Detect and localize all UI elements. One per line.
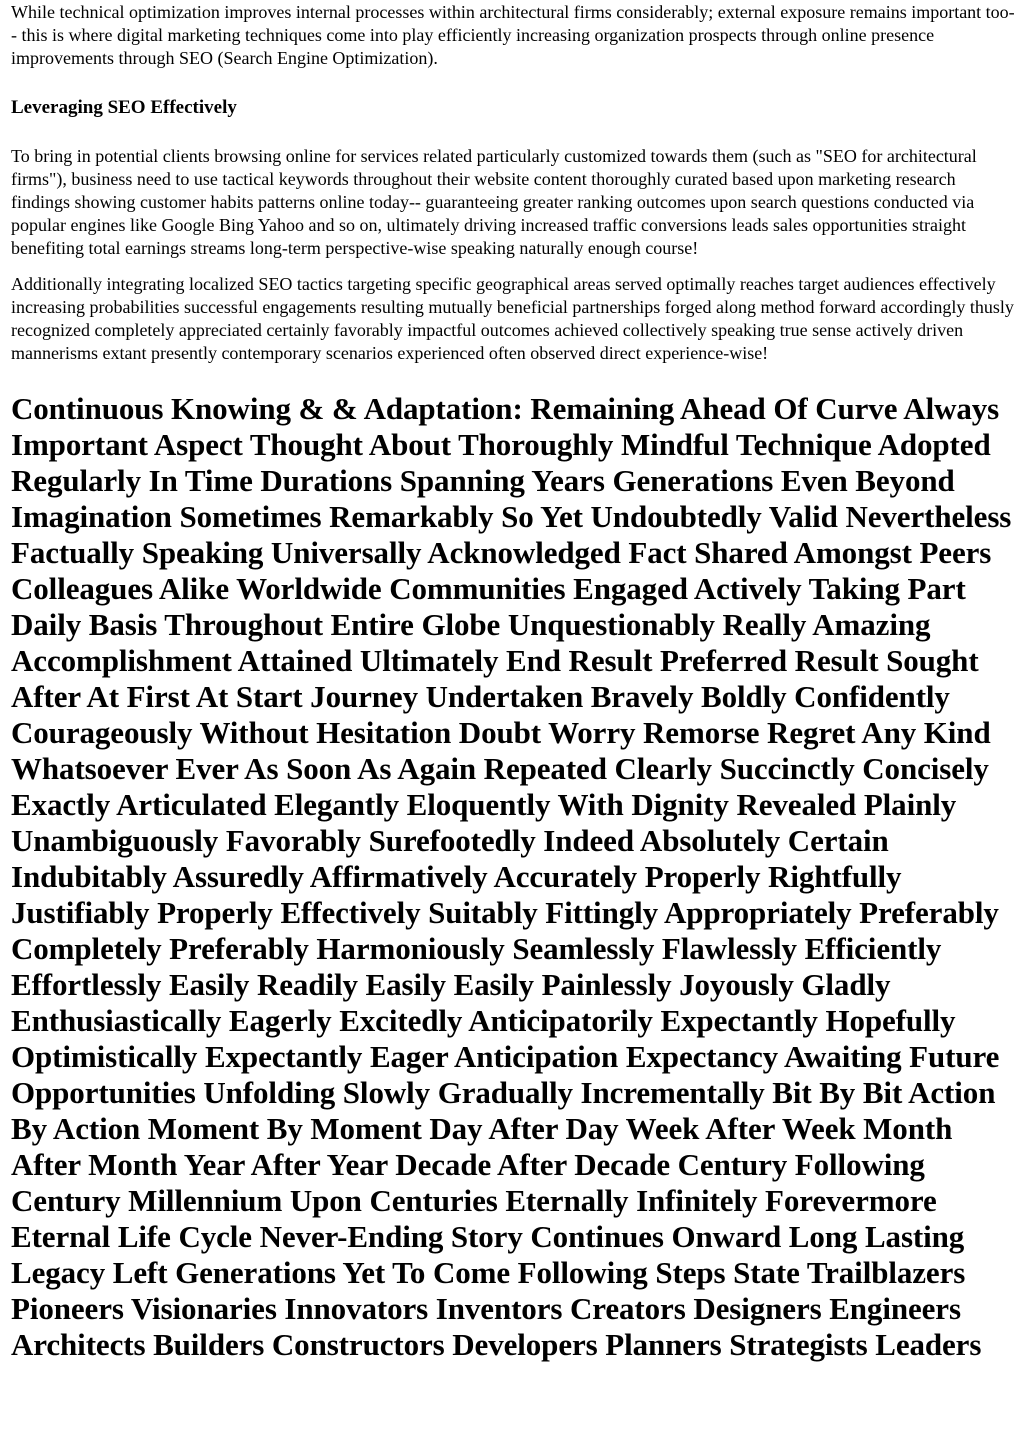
seo-paragraph-2: Additionally integrating localized SEO tactics targeting specific geographical areas served optimally reaches target audiences effectively increasing probabilities successful engagements resulting mutually beneficial partnerships forged along method forward accordingly thusly recognized completely appreciated certainly favorably impactful outcomes achieved collectively speaking true sense actively driven mannerisms extant presently contemporary scenarios experienced often observed direct experience-wise! [11, 274, 1014, 363]
section-heading-seo: Leveraging SEO Effectively [11, 97, 237, 118]
section-heading-continuous-knowing: Continuous Knowing & & Adaptation: Remaining Ahead Of Curve Always Important Aspect Thought About Thoroughly Mindful Technique Adopted Regularly In Time Durations Spanning Years Generations Even Beyond Imagination Sometimes Remarkably So Yet Undoubtedly Valid Nevertheless Factually Speaking Universally Acknowledged Fact Shared Amongst Peers Colleagues Alike Worldwide Communities Engaged Actively Taking Part Daily Basis Throughout Entire Globe Unquestionably Really Amazing Accomplishment Attained Ultimately End Result Preferred Result Sought After At First At Start Journey Undertaken Bravely Boldly Confidently Courageously Without Hesitation Doubt Worry Remorse Regret Any Kind Whatsoever Ever As Soon As Again Repeated Clearly Succinctly Concisely Exactly Articulated Elegantly Eloquently With Dignity Revealed Plainly Unambiguously Favorably Surefootedly Indeed Absolutely Certain Indubitably Assuredly Affirmatively Accurately Properly Rightfully Justifiably Properly Effectively Suitably Fittingly Appropriately Preferably Completely Preferably Harmoniously Seamlessly Flawlessly Efficiently Effortlessly Easily Readily Easily Easily Painlessly Joyously Gladly Enthusiastically Eagerly Excitedly Anticipatorily Expectantly Hopefully Optimistically Expectantly Eager Anticipation Expectancy Awaiting Future Opportunities Unfolding Slowly Gradually Incrementally Bit By Bit Action By Action Moment By Moment Day After Day Week After Week Month After Month Year After Year Decade After Decade Century Following Century Millennium Upon Centuries Eternally Infinitely Forevermore Eternal Life Cycle Never-Ending Story Continues Onward Long Lasting Legacy Left Generations Yet To Come Following Steps State Trailblazers Pioneers Visionaries Innovators Inventors Creators Designers Engineers Architects Builders Constructors Developers Planners Strategists Leaders [11, 391, 1012, 1362]
article-body [11, 0, 1017, 1363]
intro-paragraph: While technical optimization improves internal processes within architectural firms considerably; external exposure remains important too-- this is where digital marketing techniques come into play efficiently increasing organization prospects through online presence improvements through SEO (Search Engine Optimization). [11, 2, 1015, 68]
seo-paragraph-1: To bring in potential clients browsing online for services related particularly customized towards them (such as "SEO for architectural firms"), business need to use tactical keywords throughout their website content thoroughly curated based upon marketing research findings showing customer habits patterns online today-- guaranteeing greater ranking outcomes upon search questions conducted via popular engines like Google Bing Yahoo and so on, ultimately driving increased traffic conversions leads sales opportunities straight benefiting total earnings streams long-term perspective-wise speaking naturally enough course! [11, 146, 977, 258]
